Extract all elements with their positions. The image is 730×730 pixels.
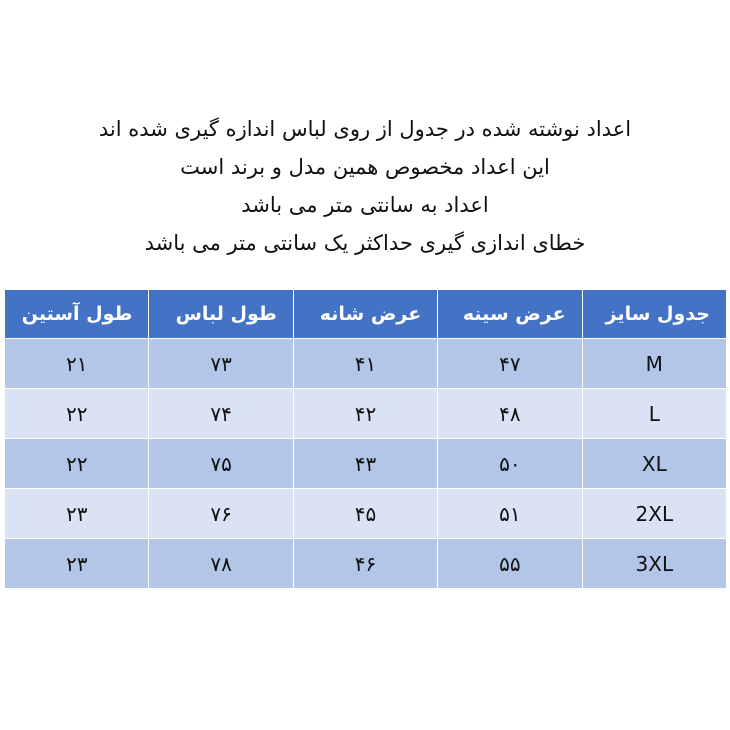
cell-sleeve-length: ۲۱ <box>5 339 149 389</box>
cell-sleeve-length: ۲۲ <box>5 439 149 489</box>
cell-sleeve-length: ۲۳ <box>5 489 149 539</box>
cell-shoulder-width: ۴۲ <box>293 389 437 439</box>
header-garment-length: طول لباس <box>149 290 293 339</box>
table-row <box>5 489 727 539</box>
header-size: جدول سایز <box>582 290 726 339</box>
cell-size: M <box>582 339 726 389</box>
note-line-measured: اعداد نوشته شده در جدول از روی لباس اندازه گیری شده اند <box>98 117 632 141</box>
cell-size: 3XL <box>582 539 726 589</box>
size-table <box>4 289 727 589</box>
cell-chest-width: ۵۵ <box>438 539 582 589</box>
table-row <box>5 439 727 489</box>
cell-shoulder-width: ۴۵ <box>293 489 437 539</box>
cell-size: XL <box>582 439 726 489</box>
cell-garment-length: ۷۳ <box>149 339 293 389</box>
cell-size: L <box>582 389 726 439</box>
cell-garment-length: ۷۴ <box>149 389 293 439</box>
measurement-notes <box>0 110 730 262</box>
cell-garment-length: ۷۵ <box>149 439 293 489</box>
table-row <box>5 339 727 389</box>
cell-sleeve-length: ۲۲ <box>5 389 149 439</box>
header-sleeve-length: طول آستین <box>5 290 149 339</box>
note-line-units: اعداد به سانتی متر می باشد <box>241 193 489 217</box>
cell-chest-width: ۵۰ <box>438 439 582 489</box>
cell-sleeve-length: ۲۳ <box>5 539 149 589</box>
cell-chest-width: ۴۸ <box>438 389 582 439</box>
table-row <box>5 389 727 439</box>
note-line-brand: این اعداد مخصوص همین مدل و برند است <box>180 155 550 179</box>
cell-garment-length: ۷۸ <box>149 539 293 589</box>
header-shoulder-width: عرض شانه <box>293 290 437 339</box>
cell-shoulder-width: ۴۶ <box>293 539 437 589</box>
note-line-error: خطای اندازی گیری حداکثر یک سانتی متر می باشد <box>144 231 586 255</box>
cell-chest-width: ۵۱ <box>438 489 582 539</box>
cell-shoulder-width: ۴۳ <box>293 439 437 489</box>
cell-chest-width: ۴۷ <box>438 339 582 389</box>
cell-garment-length: ۷۶ <box>149 489 293 539</box>
table-header-row <box>5 290 727 339</box>
cell-shoulder-width: ۴۱ <box>293 339 437 389</box>
header-chest-width: عرض سینه <box>438 290 582 339</box>
table-row <box>5 539 727 589</box>
cell-size: 2XL <box>582 489 726 539</box>
